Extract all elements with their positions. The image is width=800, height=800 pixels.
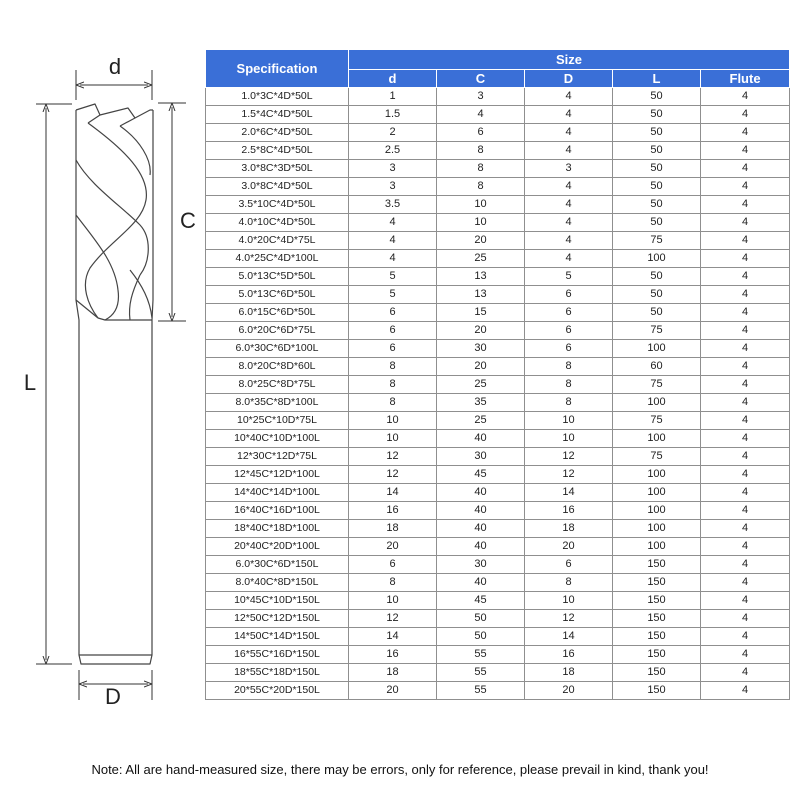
table-row [206,574,790,592]
cell-l: 60 [613,358,701,376]
cell-d: 3 [349,178,437,196]
cell-l: 100 [613,394,701,412]
cell-D: 4 [525,250,613,268]
table-row [206,484,790,502]
cell-l: 50 [613,196,701,214]
table-row [206,286,790,304]
table-row [206,106,790,124]
table-row [206,646,790,664]
label-l: L [23,370,37,395]
cell-specification: 18*40C*18D*100L [206,520,349,538]
cell-l: 50 [613,160,701,178]
cell-d: 1 [349,88,437,106]
cell-l: 50 [613,268,701,286]
end-mill-diagram [0,0,200,740]
cell-specification: 16*55C*16D*150L [206,646,349,664]
cell-d: 4 [349,232,437,250]
cell-l: 75 [613,448,701,466]
cell-flute: 4 [701,682,790,700]
table-row [206,502,790,520]
cell-specification: 8.0*40C*8D*150L [206,574,349,592]
cell-c: 13 [437,268,525,286]
table-row [206,268,790,286]
column-header-c: C [437,70,525,88]
cell-d: 4 [349,214,437,232]
cell-c: 4 [437,106,525,124]
cell-specification: 18*55C*18D*150L [206,664,349,682]
cell-c: 25 [437,376,525,394]
cell-d: 18 [349,664,437,682]
cell-c: 40 [437,502,525,520]
cell-D: 8 [525,394,613,412]
cell-d: 2 [349,124,437,142]
cell-l: 50 [613,286,701,304]
cell-specification: 14*40C*14D*100L [206,484,349,502]
cell-c: 8 [437,142,525,160]
cell-flute: 4 [701,106,790,124]
cell-c: 30 [437,340,525,358]
cell-d: 8 [349,376,437,394]
table-row [206,556,790,574]
cell-flute: 4 [701,466,790,484]
table-row [206,124,790,142]
column-header-l: L [613,70,701,88]
cell-specification: 4.0*10C*4D*50L [206,214,349,232]
cell-l: 50 [613,88,701,106]
table-row [206,142,790,160]
cell-l: 100 [613,484,701,502]
cell-d: 14 [349,628,437,646]
cell-flute: 4 [701,664,790,682]
cell-D: 12 [525,610,613,628]
cell-D: 6 [525,304,613,322]
cell-flute: 4 [701,124,790,142]
cell-d: 1.5 [349,106,437,124]
cell-flute: 4 [701,412,790,430]
cell-d: 8 [349,574,437,592]
cell-l: 50 [613,214,701,232]
table-row [206,466,790,484]
table-row [206,664,790,682]
cell-specification: 3.0*8C*3D*50L [206,160,349,178]
cell-l: 75 [613,232,701,250]
cell-specification: 2.0*6C*4D*50L [206,124,349,142]
cell-l: 50 [613,106,701,124]
cell-D: 8 [525,574,613,592]
table-row [206,340,790,358]
table-row [206,376,790,394]
specification-table [205,49,790,700]
cell-l: 100 [613,502,701,520]
table-row [206,214,790,232]
size-header: Size [349,50,790,70]
cell-c: 40 [437,484,525,502]
cell-c: 20 [437,232,525,250]
cell-l: 100 [613,466,701,484]
cell-flute: 4 [701,250,790,268]
label-c: C [180,208,196,233]
cell-specification: 20*40C*20D*100L [206,538,349,556]
table-row [206,412,790,430]
cell-D: 20 [525,538,613,556]
cell-flute: 4 [701,484,790,502]
cell-flute: 4 [701,322,790,340]
cell-specification: 4.0*25C*4D*100L [206,250,349,268]
cell-l: 50 [613,142,701,160]
cell-d: 20 [349,538,437,556]
cell-l: 100 [613,250,701,268]
cell-flute: 4 [701,268,790,286]
cell-D: 10 [525,412,613,430]
cell-specification: 3.5*10C*4D*50L [206,196,349,214]
cell-d: 3 [349,160,437,178]
cell-c: 55 [437,646,525,664]
cell-c: 40 [437,430,525,448]
cell-D: 8 [525,376,613,394]
cell-l: 150 [613,682,701,700]
cell-D: 4 [525,214,613,232]
cell-c: 50 [437,628,525,646]
cell-d: 4 [349,250,437,268]
cell-l: 50 [613,304,701,322]
cell-c: 8 [437,178,525,196]
table-row [206,538,790,556]
cell-flute: 4 [701,232,790,250]
cell-specification: 8.0*35C*8D*100L [206,394,349,412]
cell-flute: 4 [701,160,790,178]
cell-flute: 4 [701,610,790,628]
cell-D: 12 [525,466,613,484]
cell-l: 100 [613,430,701,448]
cell-specification: 10*45C*10D*150L [206,592,349,610]
cell-specification: 5.0*13C*6D*50L [206,286,349,304]
cell-specification: 10*40C*10D*100L [206,430,349,448]
cell-D: 4 [525,106,613,124]
cell-c: 35 [437,394,525,412]
cell-l: 150 [613,646,701,664]
cell-c: 25 [437,412,525,430]
table-row [206,448,790,466]
cell-l: 150 [613,556,701,574]
table-row [206,250,790,268]
cell-D: 10 [525,592,613,610]
cell-l: 100 [613,538,701,556]
cell-d: 5 [349,286,437,304]
cell-flute: 4 [701,538,790,556]
cell-flute: 4 [701,286,790,304]
cell-D: 18 [525,520,613,538]
cell-flute: 4 [701,178,790,196]
cell-flute: 4 [701,448,790,466]
cell-flute: 4 [701,592,790,610]
cell-l: 100 [613,520,701,538]
cell-specification: 5.0*13C*5D*50L [206,268,349,286]
cell-c: 3 [437,88,525,106]
cell-D: 3 [525,160,613,178]
cell-c: 45 [437,592,525,610]
cell-flute: 4 [701,340,790,358]
table-row [206,88,790,106]
cell-flute: 4 [701,646,790,664]
cell-c: 20 [437,322,525,340]
cell-l: 75 [613,412,701,430]
cell-specification: 6.0*30C*6D*100L [206,340,349,358]
cell-c: 6 [437,124,525,142]
cell-D: 4 [525,178,613,196]
cell-flute: 4 [701,196,790,214]
cell-l: 150 [613,592,701,610]
cell-flute: 4 [701,376,790,394]
cell-c: 13 [437,286,525,304]
cell-D: 14 [525,628,613,646]
table-row [206,304,790,322]
cell-D: 16 [525,646,613,664]
cell-l: 50 [613,178,701,196]
cell-D: 6 [525,286,613,304]
cell-c: 10 [437,214,525,232]
cell-D: 4 [525,124,613,142]
cell-c: 50 [437,610,525,628]
cell-D: 6 [525,340,613,358]
cell-l: 75 [613,322,701,340]
table-row [206,520,790,538]
cell-l: 150 [613,574,701,592]
cell-l: 75 [613,376,701,394]
table-row [206,178,790,196]
cell-specification: 10*25C*10D*75L [206,412,349,430]
cell-c: 55 [437,664,525,682]
cell-D: 18 [525,664,613,682]
cell-d: 2.5 [349,142,437,160]
cell-D: 8 [525,358,613,376]
cell-D: 20 [525,682,613,700]
cell-D: 6 [525,556,613,574]
cell-l: 100 [613,340,701,358]
cell-flute: 4 [701,556,790,574]
cell-d: 10 [349,412,437,430]
cell-d: 10 [349,430,437,448]
cell-d: 12 [349,610,437,628]
cell-flute: 4 [701,574,790,592]
dimension-l [36,104,72,664]
cell-specification: 12*30C*12D*75L [206,448,349,466]
cell-specification: 14*50C*14D*150L [206,628,349,646]
cell-flute: 4 [701,214,790,232]
cell-flute: 4 [701,394,790,412]
label-D: D [105,684,121,709]
end-mill-outline [76,104,153,664]
cell-c: 55 [437,682,525,700]
cell-flute: 4 [701,430,790,448]
cell-d: 10 [349,592,437,610]
cell-d: 18 [349,520,437,538]
cell-c: 40 [437,574,525,592]
cell-c: 15 [437,304,525,322]
cell-specification: 2.5*8C*4D*50L [206,142,349,160]
cell-flute: 4 [701,304,790,322]
cell-specification: 20*55C*20D*150L [206,682,349,700]
cell-c: 45 [437,466,525,484]
cell-D: 14 [525,484,613,502]
label-d: d [108,54,122,79]
cell-specification: 12*50C*12D*150L [206,610,349,628]
cell-d: 5 [349,268,437,286]
cell-c: 30 [437,556,525,574]
table-row [206,430,790,448]
cell-c: 8 [437,160,525,178]
table-row [206,160,790,178]
cell-d: 16 [349,646,437,664]
cell-D: 4 [525,232,613,250]
cell-d: 16 [349,502,437,520]
cell-D: 6 [525,322,613,340]
cell-d: 3.5 [349,196,437,214]
cell-d: 8 [349,394,437,412]
cell-specification: 4.0*20C*4D*75L [206,232,349,250]
table-row [206,610,790,628]
cell-l: 150 [613,610,701,628]
cell-specification: 1.0*3C*4D*50L [206,88,349,106]
table-row [206,682,790,700]
cell-D: 5 [525,268,613,286]
cell-d: 6 [349,340,437,358]
cell-c: 20 [437,358,525,376]
cell-specification: 12*45C*12D*100L [206,466,349,484]
cell-specification: 6.0*30C*6D*150L [206,556,349,574]
cell-D: 4 [525,88,613,106]
cell-flute: 4 [701,502,790,520]
disclaimer-note: Note: All are hand-measured size, there may be errors, only for reference, please prevail in kind, thank you! [91,762,709,777]
cell-D: 4 [525,142,613,160]
cell-d: 14 [349,484,437,502]
column-header-flute: Flute [701,70,790,88]
table-row [206,394,790,412]
table-body [206,88,790,700]
cell-l: 150 [613,664,701,682]
cell-d: 8 [349,358,437,376]
cell-d: 6 [349,322,437,340]
cell-flute: 4 [701,358,790,376]
cell-l: 150 [613,628,701,646]
cell-c: 40 [437,538,525,556]
cell-specification: 8.0*20C*8D*60L [206,358,349,376]
table-row [206,196,790,214]
cell-c: 10 [437,196,525,214]
cell-d: 12 [349,448,437,466]
column-header-d: d [349,70,437,88]
cell-flute: 4 [701,88,790,106]
cell-flute: 4 [701,142,790,160]
table-row [206,358,790,376]
cell-c: 25 [437,250,525,268]
cell-specification: 6.0*20C*6D*75L [206,322,349,340]
cell-specification: 8.0*25C*8D*75L [206,376,349,394]
cell-d: 12 [349,466,437,484]
cell-flute: 4 [701,628,790,646]
cell-specification: 1.5*4C*4D*50L [206,106,349,124]
cell-D: 16 [525,502,613,520]
table-row [206,232,790,250]
cell-d: 6 [349,304,437,322]
specification-header: Specification [206,50,349,88]
cell-l: 50 [613,124,701,142]
cell-c: 30 [437,448,525,466]
cell-c: 40 [437,520,525,538]
cell-d: 6 [349,556,437,574]
table-row [206,322,790,340]
cell-D: 10 [525,430,613,448]
cell-d: 20 [349,682,437,700]
cell-specification: 3.0*8C*4D*50L [206,178,349,196]
table-row [206,628,790,646]
cell-specification: 6.0*15C*6D*50L [206,304,349,322]
cell-D: 4 [525,196,613,214]
cell-specification: 16*40C*16D*100L [206,502,349,520]
cell-flute: 4 [701,520,790,538]
table-row [206,592,790,610]
column-header-D: D [525,70,613,88]
cell-D: 12 [525,448,613,466]
